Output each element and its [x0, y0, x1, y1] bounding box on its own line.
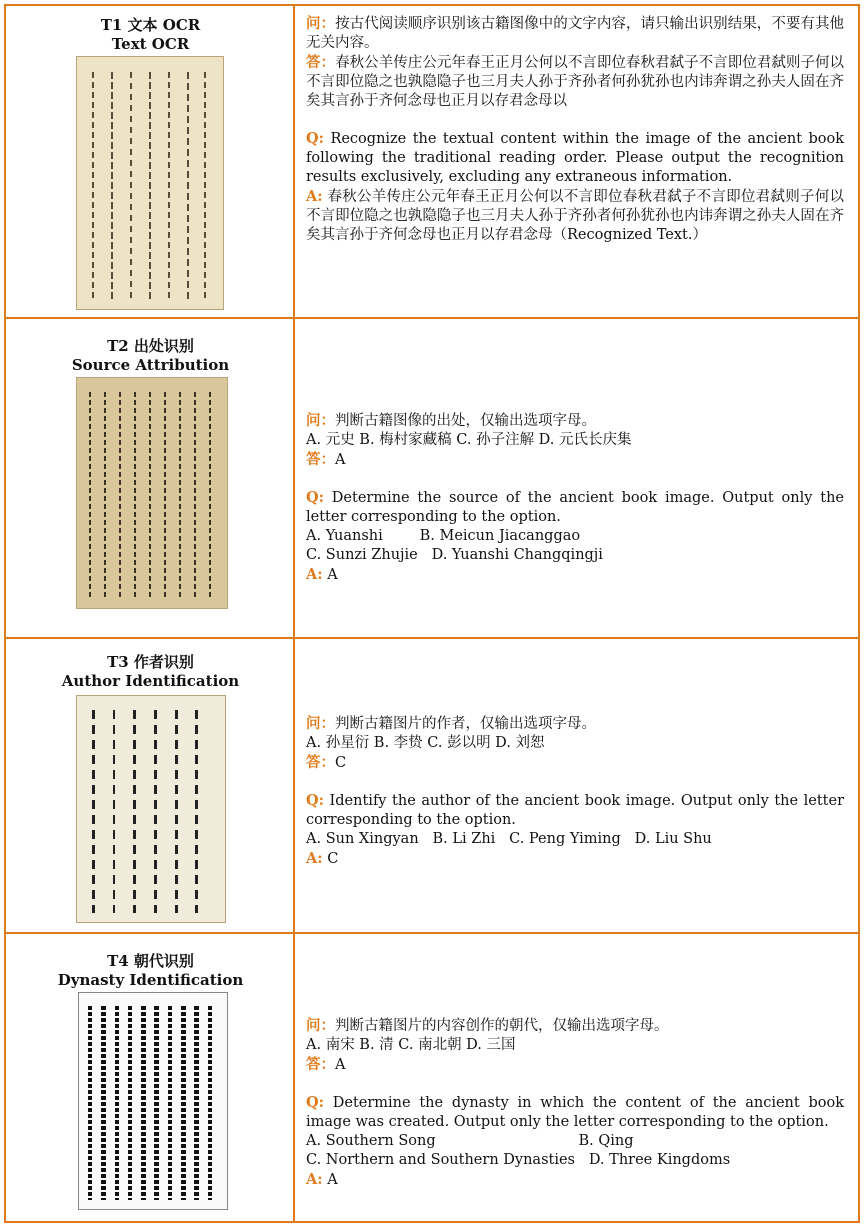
- task-qa-cell: [295, 6, 858, 317]
- ancient-book-image: [76, 56, 224, 310]
- ancient-book-image: [78, 992, 228, 1210]
- answer-en: A: A: [306, 1171, 338, 1188]
- task-title-en: Author Identification: [61, 672, 240, 690]
- answer-en: A: C: [306, 850, 339, 867]
- options-en-line-2: C. Sunzi Zhujie D. Yuanshi Changqingji: [306, 547, 603, 563]
- task-title-en: Source Attribution: [71, 356, 230, 374]
- task-title-zh: T1 文本 OCR: [100, 16, 201, 34]
- question-zh: 问：判断古籍图像的出处，仅输出选项字母。: [306, 412, 596, 429]
- task-row-t2: [6, 319, 858, 639]
- question-en: Q: Determine the source of the ancient book image. Output only the letter corresponding to the option.: [306, 489, 844, 525]
- answer-zh: 答：春秋公羊传庄公元年春王正月公何以不言即位春秋君弑子不言即位君弑则子何以不言即位隐之也孰隐隐子也三月夫人孙于齐孙者何孙犹孙也内讳奔谓之孙夫人固在齐矣其言孙于齐何念母也正月以存君念母以: [306, 54, 845, 109]
- task-row-t1: [6, 6, 858, 319]
- options-en-line-1: A. Yuanshi B. Meicun Jiacanggao: [306, 528, 581, 544]
- question-zh: 问：判断古籍图片的作者，仅输出选项字母。: [306, 715, 596, 732]
- task-title-en: Dynasty Identification: [57, 971, 244, 989]
- task-label-cell: [6, 639, 295, 932]
- question-en: Q: Recognize the textual content within the image of the ancient book following the traditional reading order. Please output the recognition results exclusively, excluding any extraneous information.: [306, 130, 844, 185]
- options-en-line-1: A. Southern Song B. Qing: [306, 1133, 634, 1149]
- answer-en: A: 春秋公羊传庄公元年春王正月公何以不言即位春秋君弑子不言即位君弑则子何以不言即位隐之也孰隐隐子也三月夫人孙于齐孙者何孙犹孙也内讳奔谓之孙夫人固在齐矣其言孙于齐何念母也正月以存君念母（Recognized Text.）: [306, 188, 844, 243]
- task-qa-cell: [295, 639, 858, 932]
- task-row-t4: [6, 934, 858, 1221]
- task-qa-cell: [295, 319, 858, 637]
- task-label-cell: [6, 934, 295, 1221]
- answer-zh: 答：A: [306, 451, 346, 468]
- task-label-cell: [6, 6, 295, 317]
- options-zh: A. 孙星衍 B. 李贽 C. 彭以明 D. 刘恕: [306, 735, 545, 751]
- question-zh: 问：按古代阅读顺序识别该古籍图像中的文字内容，请只输出识别结果，不要有其他无关内容。: [306, 15, 845, 51]
- options-en-line-1: A. Sun Xingyan B. Li Zhi C. Peng Yiming D. Liu Shu: [306, 831, 712, 847]
- task-row-t3: [6, 639, 858, 934]
- task-title-zh: T2 出处识别: [107, 337, 194, 355]
- question-en: Q: Determine the dynasty in which the content of the ancient book image was created. Output only the letter corresponding to the option.: [306, 1094, 844, 1130]
- answer-en: A: A: [306, 566, 338, 583]
- task-label-cell: [6, 319, 295, 637]
- task-qa-cell: [295, 934, 858, 1221]
- question-en: Q: Identify the author of the ancient book image. Output only the letter corresponding to the option.: [306, 792, 845, 828]
- ancient-book-image: [76, 377, 228, 609]
- task-table: [4, 4, 860, 1223]
- answer-zh: 答：C: [306, 754, 347, 771]
- task-title-zh: T4 朝代识别: [107, 952, 194, 970]
- options-zh: A. 南宋 B. 清 C. 南北朝 D. 三国: [306, 1037, 516, 1053]
- task-title-en: Text OCR: [111, 35, 190, 53]
- options-en-line-2: C. Northern and Southern Dynasties D. Three Kingdoms: [306, 1152, 731, 1168]
- options-zh: A. 元史 B. 梅村家藏稿 C. 孙子注解 D. 元氏长庆集: [306, 432, 632, 448]
- ancient-book-image: [76, 695, 226, 923]
- question-zh: 问：判断古籍图片的内容创作的朝代，仅输出选项字母。: [306, 1017, 669, 1034]
- task-title-zh: T3 作者识别: [107, 653, 194, 671]
- answer-zh: 答：A: [306, 1056, 346, 1073]
